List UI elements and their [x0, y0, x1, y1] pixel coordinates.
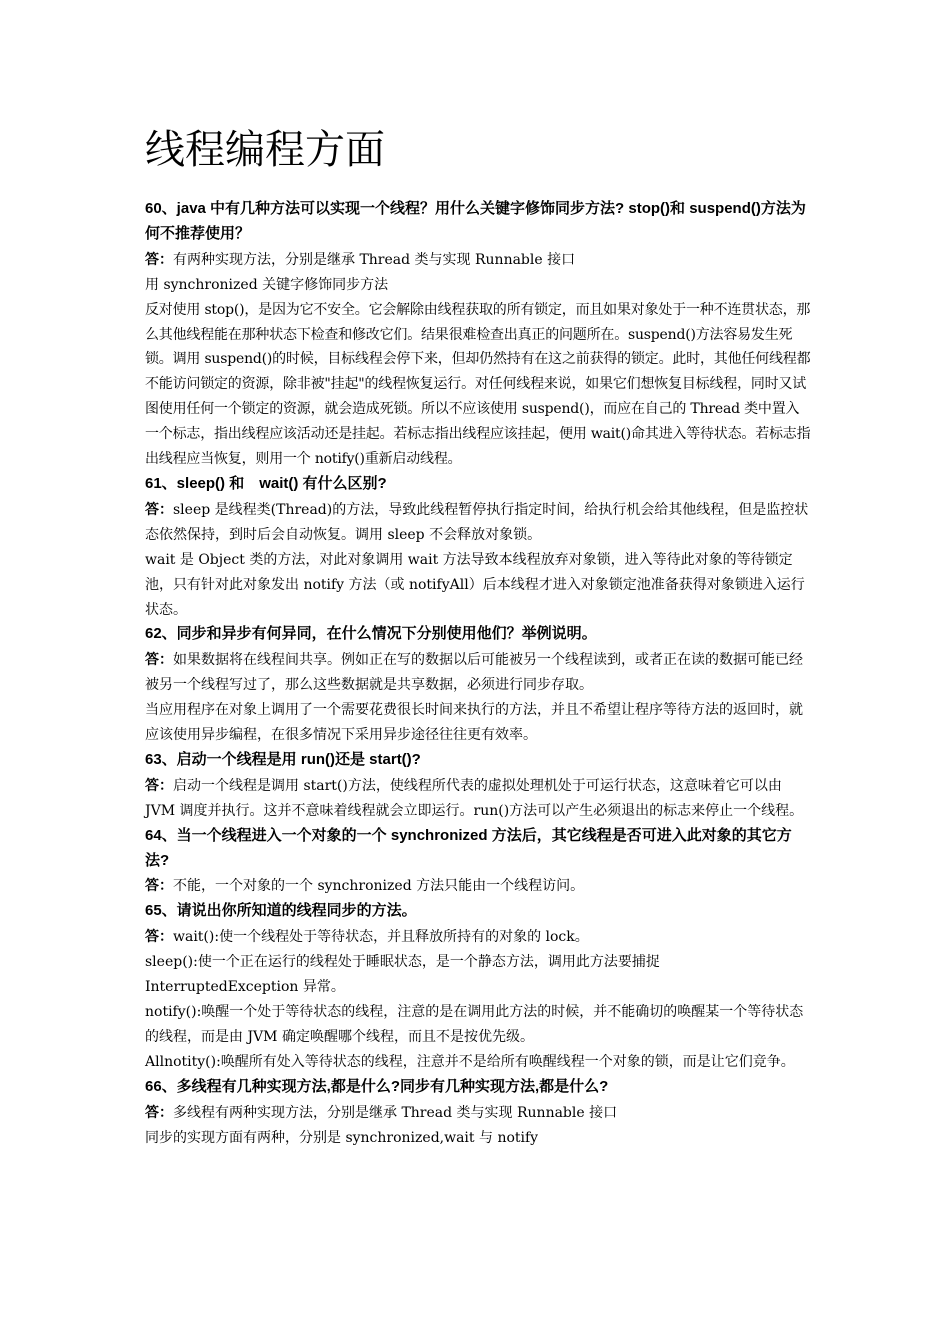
question-63: 63、启动一个线程是用 run()还是 start()?	[145, 750, 421, 768]
answer-66	[145, 1100, 813, 1126]
answer-label: 答：	[145, 500, 173, 517]
question-65: 65、请说出你所知道的线程同步的方法。	[145, 902, 417, 920]
answer-66-paragraph-1: 同步的实现方面有两种，分别是 synchronized,wait 与 notify	[145, 1129, 539, 1146]
answer-62-paragraph-1: 当应用程序在对象上调用了一个需要花费很长时间来执行的方法，并且不希望让程序等待方法的返回时，就应该使用异步编程，在很多情况下采用异步途径往往更有效率。	[145, 702, 803, 744]
answer-label: 答：	[145, 250, 173, 267]
answer-61-paragraph-1: wait 是 Object 类的方法，对此对象调用 wait 方法导致本线程放弃对象锁，进入等待此对象的等待锁定池，只有针对此对象发出 notify 方法（或 notifyAll）后本线程才进入对象锁定池准备获得对象锁进入运行状态。	[145, 551, 805, 618]
answer-text: 有两种实现方法，分别是继承 Thread 类与实现 Runnable 接口	[173, 251, 576, 268]
answer-61	[145, 497, 813, 548]
answer-65-paragraph-1: sleep():使一个正在运行的线程处于睡眠状态，是一个静态方法，调用此方法要捕捉 InterruptedException 异常。	[145, 954, 660, 996]
answer-60	[145, 247, 813, 273]
answer-label: 答：	[145, 776, 173, 793]
question-66: 66、多线程有几种实现方法,都是什么?同步有几种实现方法,都是什么?	[145, 1077, 609, 1095]
answer-text: wait():使一个线程处于等待状态，并且释放所持有的对象的 lock。	[173, 929, 589, 946]
qa-content	[145, 197, 813, 1150]
answer-62	[145, 647, 813, 698]
page-title: 线程编程方面	[145, 127, 385, 173]
answer-64	[145, 873, 813, 899]
answer-label: 答：	[145, 877, 173, 894]
answer-label: 答：	[145, 928, 173, 945]
answer-63	[145, 773, 813, 824]
question-62: 62、同步和异步有何异同，在什么情况下分别使用他们？举例说明。	[145, 625, 597, 643]
question-60: 60、java 中有几种方法可以实现一个线程？用什么关键字修饰同步方法? stop()和 suspend()方法为何不推荐使用？	[145, 200, 806, 242]
answer-text: 不能，一个对象的一个 synchronized 方法只能由一个线程访问。	[173, 878, 585, 895]
question-61: 61、sleep() 和 wait() 有什么区别?	[145, 474, 387, 492]
answer-60-paragraph-1: 用 synchronized 关键字修饰同步方法	[145, 276, 389, 293]
answer-text: 如果数据将在线程间共享。例如正在写的数据以后可能被另一个线程读到，或者正在读的数据可能已经被另一个线程写过了，那么这些数据就是共享数据，必须进行同步存取。	[145, 652, 803, 694]
answer-label: 答：	[145, 651, 173, 668]
answer-text: sleep 是线程类(Thread)的方法，导致此线程暂停执行指定时间，给执行机会给其他线程，但是监控状态依然保持，到时后会自动恢复。调用 sleep 不会释放对象锁。	[145, 501, 809, 543]
question-64: 64、当一个线程进入一个对象的一个 synchronized 方法后，其它线程是否可进入此对象的其它方法?	[145, 826, 792, 869]
answer-60-paragraph-2: 反对使用 stop()，是因为它不安全。它会解除由线程获取的所有锁定，而且如果对象处于一种不连贯状态，那么其他线程能在那种状态下检查和修改它们。结果很难检查出真正的问题所在。suspend()方法容易发生死锁。调用 suspend()的时候，目标线程会停下来，但却仍然持有在这之前获得的锁定。此时，其他任何线程都不能访问锁定的资源，除非被"挂起"的线程恢复运行。对任何线程来说，如果它们想恢复目标线程，同时又试图使用任何一个锁定的资源，就会造成死锁。所以不应该使用 suspend()，而应在自己的 Thread 类中置入一个标志，指出线程应该活动还是挂起。若标志指出线程应该挂起，便用 wait()命其进入等待状态。若标志指出线程应当恢复，则用一个 notify()重新启动线程。	[145, 301, 811, 468]
answer-65	[145, 924, 813, 950]
answer-65-paragraph-3: Allnotity():唤醒所有处入等待状态的线程，注意并不是给所有唤醒线程一个对象的锁，而是让它们竞争。	[145, 1053, 795, 1070]
answer-label: 答：	[145, 1103, 173, 1120]
answer-text: 启动一个线程是调用 start()方法，使线程所代表的虚拟处理机处于可运行状态，这意味着它可以由 JVM 调度并执行。这并不意味着线程就会立即运行。run()方法可以产生必须退出的标志来停止一个线程。	[145, 777, 804, 819]
answer-65-paragraph-2: notify():唤醒一个处于等待状态的线程，注意的是在调用此方法的时候，并不能确切的唤醒某一个等待状态的线程，而是由 JVM 确定唤醒哪个线程，而且不是按优先级。	[145, 1004, 804, 1045]
answer-text: 多线程有两种实现方法，分别是继承 Thread 类与实现 Runnable 接口	[173, 1104, 618, 1121]
